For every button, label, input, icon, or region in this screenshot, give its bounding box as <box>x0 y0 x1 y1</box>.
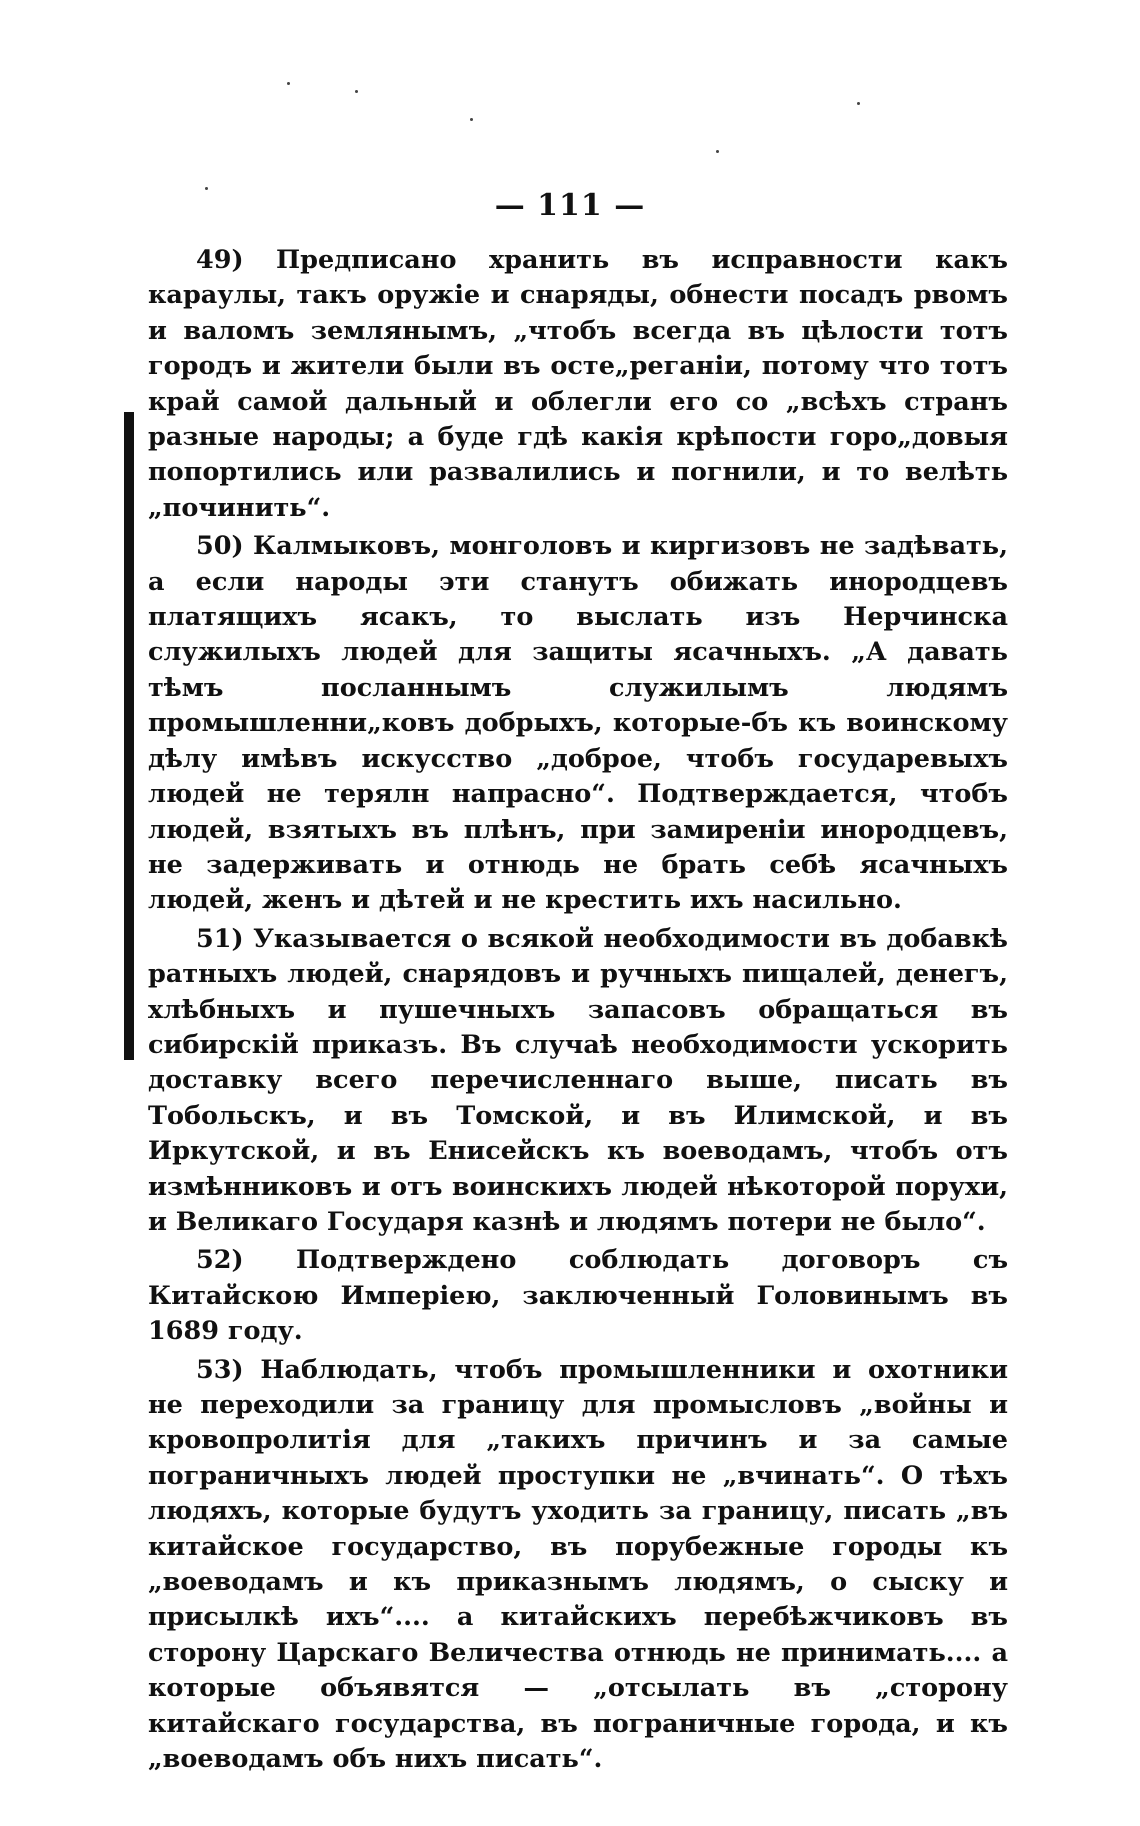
scan-speck <box>470 118 473 121</box>
paragraph-50: 50) Калмыковъ, монголовъ и киргизовъ не задѣвать, а если народы эти станутъ обижать инородцевъ платящихъ ясакъ, то выслать изъ Нерчинска служилыхъ людей для защиты ясачныхъ. „А давать тѣмъ посланнымъ служилымъ людямъ промышленни„ковъ добрыхъ, которые-бъ къ воинскому дѣлу имѣвъ искусство „доброе, чтобъ государевыхъ людей не терялн напрасно“. Подтверждается, чтобъ людей, взятыхъ въ плѣнъ, при замиреніи инородцевъ, не задерживать и отнюдь не брать себѣ ясачныхъ людей, женъ и дѣтей и не крестить ихъ насильно. <box>148 531 1008 916</box>
paragraph-49: 49) Предписано хранить въ исправности какъ караулы, такъ оружіе и снаряды, обнести посадъ рвомъ и валомъ землянымъ, „чтобъ всегда въ цѣлости тотъ городъ и жители были въ осте„реганіи, потому что тотъ край самой дальный и облегли его со „всѣхъ странъ разные народы; а буде гдѣ какія крѣпости горо„довыя попортились или развалились и погнили, и то велѣть „починить“. <box>148 245 1008 523</box>
scan-speck <box>355 90 358 93</box>
page-number: — 111 — <box>494 188 646 223</box>
scan-speck <box>716 150 719 153</box>
margin-marker-bar <box>124 412 134 1060</box>
paragraph-51: 51) Указывается о всякой необходимости въ добавкѣ ратныхъ людей, снарядовъ и ручныхъ пищалей, денегъ, хлѣбныхъ и пушечныхъ запасовъ обращаться въ сибирскій приказъ. Въ случаѣ необходимости ускорить доставку всего перечисленнаго выше, писать въ Тобольскъ, и въ Томской, и въ Илимской, и въ Иркутской, и въ Енисейскъ къ воеводамъ, чтобъ отъ измѣнниковъ и отъ воинскихъ людей нѣкоторой порухи, и Великаго Государя казнѣ и людямъ потери не было“. <box>148 923 1008 1237</box>
paragraph-53: 53) Наблюдать, чтобъ промышленники и охотники не переходили за границу для промысловъ „войны и кровопролитія для „такихъ причинъ и за самые пограничныхъ людей проступки не „вчинать“. О тѣхъ людяхъ, которые будутъ уходить за границу, писать „въ китайское государство, въ порубежные городы къ „воеводамъ и къ приказнымъ людямъ, о сыску и присылкѣ ихъ“.... а китайскихъ перебѣжчиковъ въ сторону Царскаго Величества отнюдь не принимать.... а которые объявятся — „отсылать въ „сторону китайскаго государства, въ пограничные города, и къ „воеводамъ объ нихъ писать“. <box>148 1354 1008 1775</box>
paragraph-52: 52) Подтверждено соблюдать договоръ съ Китайскою Имперіею, заключенный Головинымъ въ 1689 году. <box>148 1245 1008 1347</box>
scan-speck <box>287 82 290 85</box>
scan-speck <box>857 102 860 105</box>
body-text <box>148 243 1008 1777</box>
